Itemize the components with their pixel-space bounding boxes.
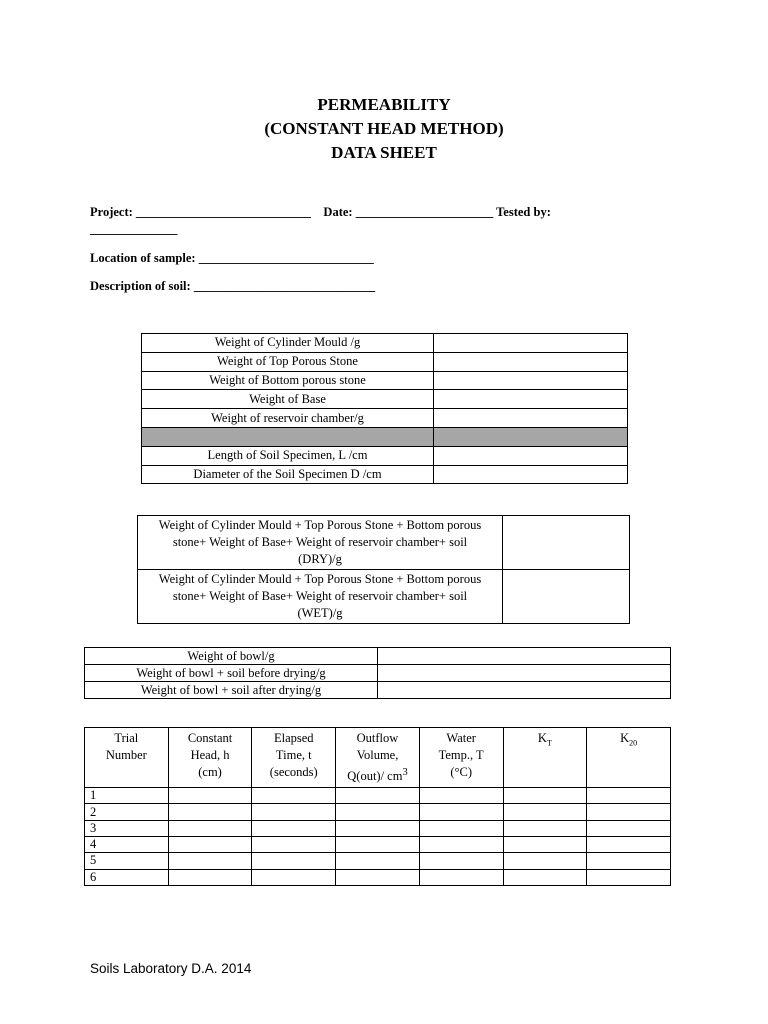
header-text: Volume,: [356, 748, 399, 762]
subscript: T: [546, 738, 552, 748]
header-text: Head, h: [190, 748, 230, 762]
data-cell[interactable]: [419, 837, 503, 853]
specimen-weights-table: [141, 333, 628, 484]
description-blank[interactable]: _____________________________: [193, 279, 376, 293]
value-cell[interactable]: [434, 390, 628, 409]
data-cell[interactable]: [419, 804, 503, 820]
trial-number: 5: [85, 853, 169, 869]
combined-weight-table: [137, 515, 630, 624]
row-label: Weight of Base: [142, 390, 434, 409]
header-text: (cm): [198, 765, 222, 779]
header-text: Water: [446, 731, 476, 745]
data-cell[interactable]: [587, 804, 671, 820]
header-text: Trial: [114, 731, 139, 745]
header-water-temp: [419, 728, 503, 788]
data-cell[interactable]: [168, 788, 252, 804]
table-row: [85, 788, 671, 804]
text-line: stone+ Weight of Base+ Weight of reservoir chamber+ soil: [172, 589, 468, 603]
header-text: Number: [105, 748, 147, 762]
data-cell[interactable]: [503, 837, 587, 853]
table-row: [142, 409, 628, 428]
table-row: [85, 837, 671, 853]
location-label: Location of sample:: [90, 251, 196, 265]
data-cell[interactable]: [419, 853, 503, 869]
header-text: (seconds): [269, 765, 318, 779]
value-cell[interactable]: [378, 648, 671, 665]
wet-weight-value[interactable]: [503, 570, 630, 624]
header-text: Constant: [187, 731, 233, 745]
trial-number: 6: [85, 869, 169, 885]
row-label: Weight of reservoir chamber/g: [142, 409, 434, 428]
trial-number: 2: [85, 804, 169, 820]
header-elapsed-time: [252, 728, 336, 788]
data-cell[interactable]: [587, 820, 671, 836]
value-cell[interactable]: [434, 446, 628, 465]
data-cell[interactable]: [587, 837, 671, 853]
text-line: stone+ Weight of Base+ Weight of reservoir chamber+ soil: [172, 535, 468, 549]
value-cell[interactable]: [434, 334, 628, 353]
trial-number: 3: [85, 820, 169, 836]
row-label: Length of Soil Specimen, L /cm: [142, 446, 434, 465]
row-label: Weight of bowl + soil after drying/g: [85, 682, 378, 699]
date-blank[interactable]: ______________________: [355, 205, 494, 219]
text-line: (DRY)/g: [298, 552, 342, 566]
data-cell[interactable]: [419, 869, 503, 885]
value-cell[interactable]: [434, 371, 628, 390]
data-cell[interactable]: [252, 837, 336, 853]
table-row: [85, 804, 671, 820]
trial-number: 1: [85, 788, 169, 804]
title-line-1: PERMEABILITY: [317, 95, 451, 114]
tested-by-row: [90, 222, 178, 237]
table-row: [138, 516, 630, 570]
data-cell[interactable]: [252, 788, 336, 804]
data-cell[interactable]: [503, 788, 587, 804]
data-cell[interactable]: [252, 804, 336, 820]
data-cell[interactable]: [503, 869, 587, 885]
data-cell[interactable]: [336, 853, 420, 869]
data-cell[interactable]: [587, 853, 671, 869]
wet-weight-label: [138, 570, 503, 624]
table-row: [142, 334, 628, 353]
data-cell[interactable]: [168, 820, 252, 836]
header-outflow-volume: [336, 728, 420, 788]
row-label: Weight of bowl + soil before drying/g: [85, 665, 378, 682]
data-cell[interactable]: [168, 837, 252, 853]
header-trial-number: [85, 728, 169, 788]
row-label: Weight of Top Porous Stone: [142, 352, 434, 371]
data-cell[interactable]: [503, 820, 587, 836]
data-cell[interactable]: [336, 869, 420, 885]
value-cell[interactable]: [434, 409, 628, 428]
header-text: Time, t: [275, 748, 312, 762]
location-field-row: [90, 251, 374, 266]
superscript: 3: [402, 767, 408, 778]
trial-number: 4: [85, 837, 169, 853]
table-row: [142, 352, 628, 371]
table-row: [142, 465, 628, 484]
data-cell[interactable]: [587, 869, 671, 885]
trials-table: [84, 727, 671, 886]
header-k20: [587, 728, 671, 788]
row-label: Weight of bowl/g: [85, 648, 378, 665]
header-constant-head: [168, 728, 252, 788]
header-text: (°C): [450, 765, 472, 779]
table-row: [85, 665, 671, 682]
tested-by-blank[interactable]: ______________: [90, 222, 178, 236]
data-cell[interactable]: [336, 804, 420, 820]
row-label: Weight of Cylinder Mould /g: [142, 334, 434, 353]
data-cell[interactable]: [503, 853, 587, 869]
header-row: [85, 728, 671, 788]
data-cell[interactable]: [252, 820, 336, 836]
table-row: [85, 682, 671, 699]
shaded-separator-row: [142, 427, 628, 446]
subscript: 20: [629, 738, 638, 748]
tested-by-label: Tested by:: [496, 205, 551, 219]
data-cell[interactable]: [419, 820, 503, 836]
table-row: [85, 648, 671, 665]
location-blank[interactable]: ____________________________: [198, 251, 374, 265]
value-cell[interactable]: [434, 352, 628, 371]
page-title: [0, 93, 768, 165]
text-line: (WET)/g: [297, 606, 343, 620]
data-cell[interactable]: [168, 804, 252, 820]
header-text: Elapsed: [273, 731, 314, 745]
data-cell[interactable]: [168, 869, 252, 885]
value-cell[interactable]: [378, 665, 671, 682]
project-label: Project:: [90, 205, 133, 219]
data-cell[interactable]: [336, 820, 420, 836]
data-cell[interactable]: [336, 837, 420, 853]
page-footer: Soils Laboratory D.A. 2014: [90, 961, 252, 976]
data-cell[interactable]: [503, 804, 587, 820]
table-row: [142, 390, 628, 409]
data-cell[interactable]: [587, 788, 671, 804]
value-cell[interactable]: [434, 465, 628, 484]
table-row: [142, 446, 628, 465]
table-row: [85, 869, 671, 885]
project-field-row: [90, 205, 551, 220]
date-label: Date:: [323, 205, 353, 219]
dry-weight-value[interactable]: [503, 516, 630, 570]
table-row: [85, 820, 671, 836]
project-blank[interactable]: ____________________________: [135, 205, 311, 219]
dry-weight-label: [138, 516, 503, 570]
data-cell[interactable]: [252, 853, 336, 869]
description-field-row: [90, 279, 375, 294]
row-label: Diameter of the Soil Specimen D /cm: [142, 465, 434, 484]
data-cell[interactable]: [252, 869, 336, 885]
text-line: Weight of Cylinder Mould + Top Porous Stone + Bottom porous: [158, 518, 482, 532]
header-text: Outflow: [356, 731, 399, 745]
header-text: Temp., T: [438, 748, 484, 762]
header-text: Q(out)/ cm: [347, 769, 403, 784]
header-kt: [503, 728, 587, 788]
moisture-table: [84, 647, 671, 699]
row-label: Weight of Bottom porous stone: [142, 371, 434, 390]
table-row: [142, 371, 628, 390]
title-line-2: (CONSTANT HEAD METHOD): [264, 119, 504, 138]
row-label: [142, 427, 434, 446]
table-row: [85, 853, 671, 869]
data-cell[interactable]: [336, 788, 420, 804]
data-cell[interactable]: [168, 853, 252, 869]
table-row: [138, 570, 630, 624]
value-cell[interactable]: [378, 682, 671, 699]
header-text: K: [537, 731, 547, 745]
header-text: K: [620, 731, 630, 745]
data-cell[interactable]: [419, 788, 503, 804]
value-cell: [434, 427, 628, 446]
description-label: Description of soil:: [90, 279, 191, 293]
text-line: Weight of Cylinder Mould + Top Porous Stone + Bottom porous: [158, 572, 482, 586]
title-line-3: DATA SHEET: [331, 143, 437, 162]
